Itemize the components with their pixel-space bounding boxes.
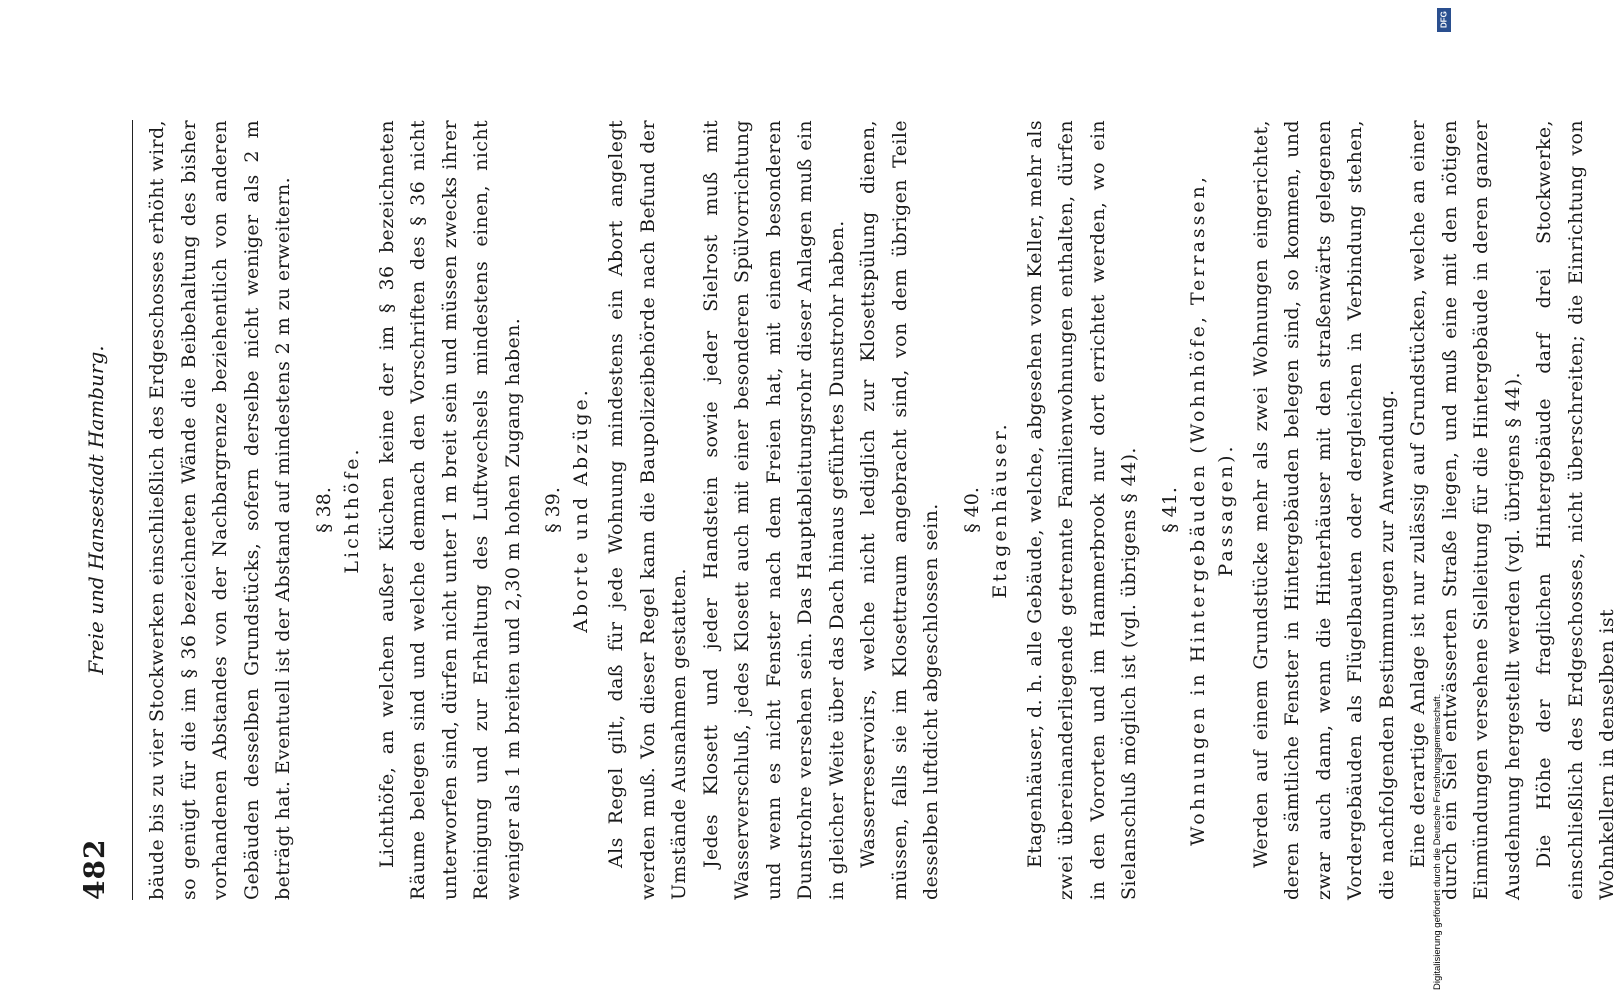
paragraph-continuation: bäude bis zu vier Stockwerken einschließlich des Erdgeschosses erhöht wird, so genügt für die im § 36 bezeichneten Wände die Beibehaltung des bisher vorhandenen Abstandes von der Nachbargrenze beziehentlich von anderen Gebäuden desselben Grundstücks, sofern derselbe nicht weniger als 2 m beträgt hat. Eventuell ist der Abstand auf mindestens 2 m zu erweitern. — [146, 120, 294, 900]
page-body — [142, 120, 1624, 900]
section-39-number: § 39. — [542, 487, 564, 533]
section-39-text-2: Jedes Klosett und jeder Handstein sowie jeder Sielrost muß mit Wasserverschluß, jedes Klosett auch mit einer besonderen Spülvorrichtung und wenn es nicht Fenster nach dem Freien hat, mit einem besonderen Dunstrohre versehen sein. Das Hauptableitungsrohr dieser Anlagen muß ein in gleicher Weite über das Dach hinaus geführtes Dunstrohr haben. — [699, 120, 848, 900]
section-39-title: Aborte und Abzüge. — [570, 387, 592, 633]
section-41-text-3: Die Höhe der fraglichen Hintergebäude darf drei Stockwerke, einschließlich des Erdgeschosses, nicht überschreiten; die Einrichtung von Wohnkellern in denselben ist — [1533, 120, 1618, 900]
section-40-text: Etagenhäuser, d. h. alle Gebäude, welche, abgesehen vom Keller, mehr als zwei übereinanderliegende getrennte Familienwohnungen enthalten, dürfen in den Vororten und im Hammerbrook nur dort errichtet werden, wo ein Sielanschluß möglich ist (vgl. übrigens § 44). — [1023, 120, 1140, 900]
section-40-number: § 40. — [960, 487, 983, 533]
header-rule — [132, 120, 133, 900]
section-38-title: Lichthöfe. — [340, 446, 363, 574]
page-number: 482 — [78, 838, 111, 900]
section-41-number: § 41. — [1158, 487, 1181, 533]
section-39-text-1: Als Regel gilt, daß für jede Wohnung mindestens ein Abort angelegt werden muß. Von dieser Regel kann die Baupolizeibehörde nach Befund der Umstände Ausnahmen gestatten. — [605, 120, 690, 900]
section-41-title: Wohnungen in Hintergebäuden (Wohnhöfe, Terrassen, Passagen). — [1186, 174, 1237, 846]
digitization-note: Digitalisierung gefördert durch die Deutsche Forschungsgemeinschaft. — [1432, 693, 1443, 990]
section-41-text-1: Werden auf einem Grundstücke mehr als zwei Wohnungen eingerichtet, deren sämtliche Fenster in Hintergebäuden belegen sind, so kommen, und zwar auch dann, wenn die Hinterhäuser mit den straßenwärts gelegenen Vordergebäuden als Flügelbauten oder dergleichen in Verbindung stehen, die nachfolgenden Bestimmungen zur Anwendung. — [1249, 120, 1398, 900]
section-41-text-2: Eine derartige Anlage ist nur zulässig auf Grundstücken, welche an einer durch ein Siel entwässerten Straße liegen, und muß eine mit den nötigen Einmündungen versehene Sielleitung für die Hintergebäude in deren ganzer Ausdehnung hergestellt werden (vgl. übrigens § 44). — [1407, 120, 1524, 900]
dfg-logo: DFG — [1437, 8, 1451, 32]
section-38-text: Lichthöfe, an welchen außer Küchen keine der im § 36 bezeichneten Räume belegen sind und welche demnach den Vorschriften des § 36 nicht unterworfen sind, dürfen nicht unter 1 m breit sein und müssen zwecks ihrer Reinigung und zur Erhaltung des Luftwechsels mindestens einen, nicht weniger als 1 m breiten und 2,30 m hohen Zugang haben. — [375, 120, 524, 900]
section-38-number: § 38. — [312, 487, 335, 533]
page-header — [78, 120, 118, 900]
section-40-title: Etagenhäuser. — [988, 421, 1011, 599]
section-39-text-3: Wasserreservoirs, welche nicht lediglich zur Klosettspülung dienen, müssen, falls sie im Klosettraum angebracht sind, von dem übrigen Teile desselben luftdicht abgeschlossen sein. — [857, 120, 942, 900]
running-head: Freie und Hansestadt Hamburg. — [84, 345, 108, 675]
